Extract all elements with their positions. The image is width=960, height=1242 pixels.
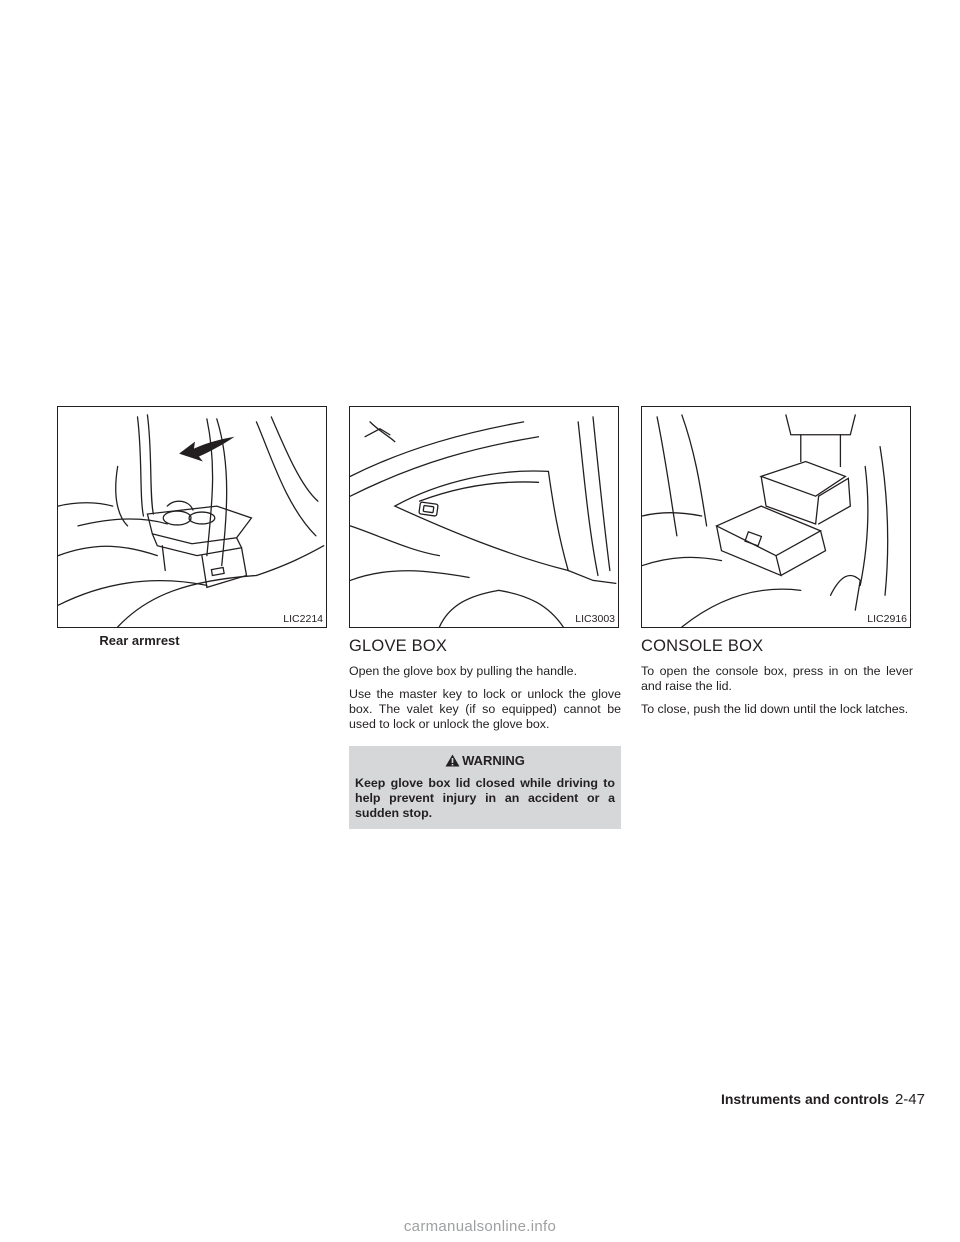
paragraph: To open the console box, press in on the lever and raise the lid. bbox=[641, 664, 913, 693]
figure-rear-armrest bbox=[57, 406, 327, 628]
console-box-section bbox=[641, 637, 913, 725]
warning-icon bbox=[445, 754, 460, 767]
warning-title-text: WARNING bbox=[462, 753, 525, 768]
console-box-illustration bbox=[642, 407, 910, 627]
warning-title bbox=[355, 752, 615, 770]
figure-code: LIC2214 bbox=[283, 613, 323, 625]
page-number: 2-47 bbox=[894, 1091, 925, 1108]
paragraph: Open the glove box by pulling the handle. bbox=[349, 664, 578, 678]
section-heading: GLOVE BOX bbox=[349, 637, 448, 655]
paragraph: Use the master key to lock or unlock the glove box. The valet key (if so equipped) cannot be used to lock or unlock the glove box. bbox=[349, 687, 621, 731]
page-footer bbox=[705, 1091, 925, 1108]
warning-box bbox=[349, 746, 621, 829]
figure-glove-box bbox=[349, 406, 619, 628]
figure-code: LIC2916 bbox=[867, 613, 907, 625]
section-heading: CONSOLE BOX bbox=[641, 637, 764, 655]
glove-box-section bbox=[349, 637, 621, 829]
glove-box-illustration bbox=[350, 407, 618, 627]
figure-console-box bbox=[641, 406, 911, 628]
rear-armrest-illustration bbox=[58, 407, 326, 627]
figure-code: LIC3003 bbox=[575, 613, 615, 625]
figure-caption-rear-armrest: Rear armrest bbox=[99, 633, 180, 648]
warning-body: Keep glove box lid closed while driving to help prevent injury in an accident or a sudden stop. bbox=[355, 776, 615, 820]
watermark: carmanualsonline.info bbox=[403, 1218, 557, 1235]
paragraph: To close, push the lid down until the lock latches. bbox=[641, 702, 909, 716]
footer-section-title: Instruments and controls bbox=[720, 1091, 889, 1107]
